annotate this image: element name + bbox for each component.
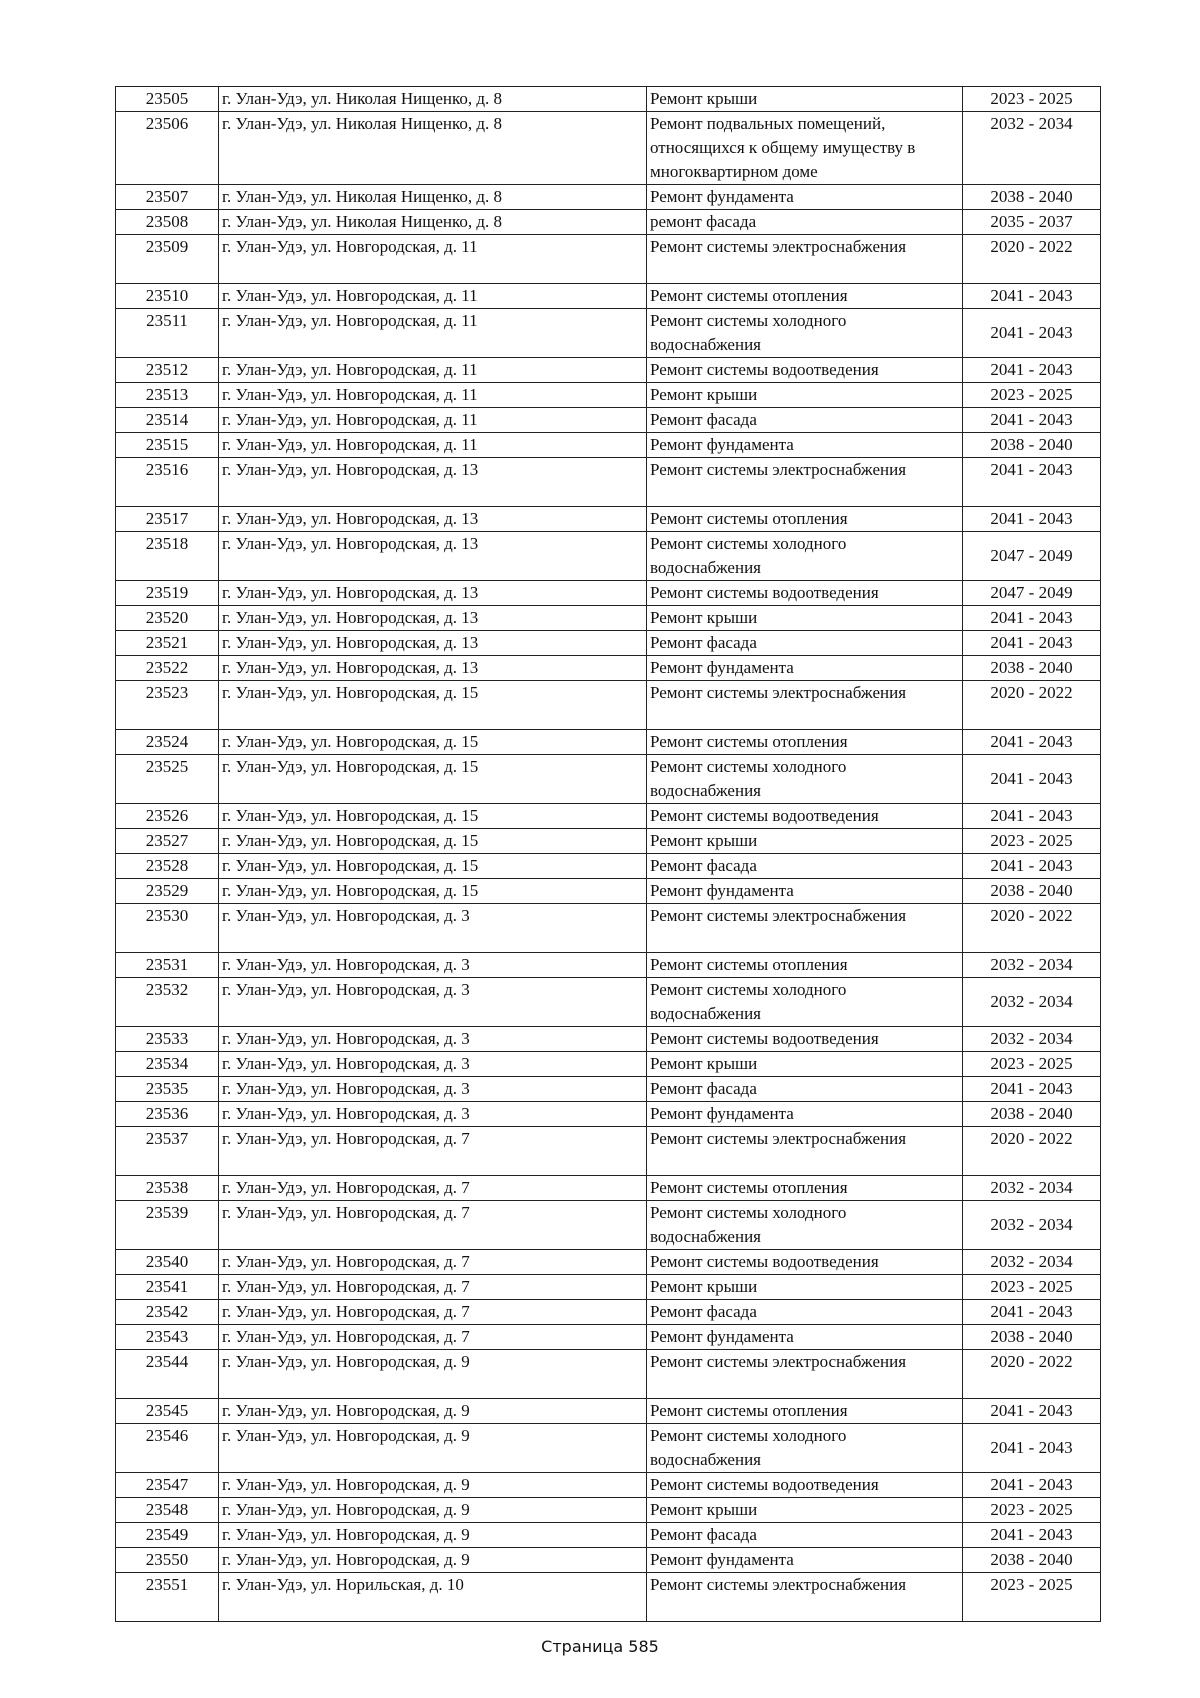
row-number-cell: 23533 (116, 1027, 219, 1052)
work-type-cell: Ремонт фундамента (647, 656, 963, 681)
address-cell: г. Улан-Удэ, ул. Новгородская, д. 13 (219, 507, 647, 532)
table-row (116, 631, 1101, 656)
row-number-cell: 23507 (116, 185, 219, 210)
work-type-cell: Ремонт крыши (647, 87, 963, 112)
table-row (116, 606, 1101, 631)
work-type-cell: Ремонт системы отопления (647, 507, 963, 532)
row-number-cell: 23506 (116, 112, 219, 185)
work-type-cell: Ремонт фасада (647, 1300, 963, 1325)
address-cell: г. Улан-Удэ, ул. Новгородская, д. 7 (219, 1250, 647, 1275)
address-cell: г. Улан-Удэ, ул. Новгородская, д. 11 (219, 433, 647, 458)
table-row (116, 1399, 1101, 1424)
work-type-cell: Ремонт фасада (647, 631, 963, 656)
table-row (116, 383, 1101, 408)
period-cell: 2023 - 2025 (963, 1275, 1101, 1300)
row-number-cell: 23519 (116, 581, 219, 606)
period-cell: 2032 - 2034 (963, 1250, 1101, 1275)
period-cell: 2038 - 2040 (963, 656, 1101, 681)
period-cell: 2047 - 2049 (963, 532, 1101, 581)
period-cell: 2023 - 2025 (963, 829, 1101, 854)
period-cell: 2020 - 2022 (963, 904, 1101, 953)
row-number-cell: 23521 (116, 631, 219, 656)
table-row (116, 1201, 1101, 1250)
period-cell: 2020 - 2022 (963, 1127, 1101, 1176)
address-cell: г. Улан-Удэ, ул. Николая Нищенко, д. 8 (219, 87, 647, 112)
table-row (116, 804, 1101, 829)
table-row (116, 656, 1101, 681)
period-cell: 2041 - 2043 (963, 1300, 1101, 1325)
row-number-cell: 23538 (116, 1176, 219, 1201)
table-row (116, 879, 1101, 904)
row-number-cell: 23534 (116, 1052, 219, 1077)
work-type-cell: Ремонт крыши (647, 1275, 963, 1300)
address-cell: г. Улан-Удэ, ул. Новгородская, д. 13 (219, 458, 647, 507)
row-number-cell: 23516 (116, 458, 219, 507)
row-number-cell: 23551 (116, 1573, 219, 1622)
table-row (116, 1325, 1101, 1350)
period-cell: 2041 - 2043 (963, 854, 1101, 879)
row-number-cell: 23522 (116, 656, 219, 681)
address-cell: г. Улан-Удэ, ул. Новгородская, д. 3 (219, 978, 647, 1027)
work-type-cell: Ремонт системы холодного водоснабжения (647, 309, 963, 358)
row-number-cell: 23528 (116, 854, 219, 879)
period-cell: 2038 - 2040 (963, 879, 1101, 904)
row-number-cell: 23527 (116, 829, 219, 854)
table-row (116, 1523, 1101, 1548)
row-number-cell: 23541 (116, 1275, 219, 1300)
address-cell: г. Улан-Удэ, ул. Новгородская, д. 3 (219, 1052, 647, 1077)
address-cell: г. Улан-Удэ, ул. Новгородская, д. 3 (219, 904, 647, 953)
address-cell: г. Улан-Удэ, ул. Николая Нищенко, д. 8 (219, 112, 647, 185)
period-cell: 2023 - 2025 (963, 87, 1101, 112)
row-number-cell: 23544 (116, 1350, 219, 1399)
period-cell: 2041 - 2043 (963, 606, 1101, 631)
table-row (116, 284, 1101, 309)
row-number-cell: 23513 (116, 383, 219, 408)
address-cell: г. Улан-Удэ, ул. Новгородская, д. 13 (219, 581, 647, 606)
address-cell: г. Улан-Удэ, ул. Новгородская, д. 9 (219, 1498, 647, 1523)
address-cell: г. Улан-Удэ, ул. Новгородская, д. 11 (219, 408, 647, 433)
work-type-cell: Ремонт системы холодного водоснабжения (647, 978, 963, 1027)
work-type-cell: Ремонт системы отопления (647, 284, 963, 309)
work-type-cell: Ремонт системы холодного водоснабжения (647, 755, 963, 804)
row-number-cell: 23518 (116, 532, 219, 581)
table-row (116, 1052, 1101, 1077)
table-row (116, 1424, 1101, 1473)
work-type-cell: Ремонт системы электроснабжения (647, 1350, 963, 1399)
period-cell: 2041 - 2043 (963, 804, 1101, 829)
period-cell: 2023 - 2025 (963, 383, 1101, 408)
table-row (116, 458, 1101, 507)
period-cell: 2035 - 2037 (963, 210, 1101, 235)
period-cell: 2041 - 2043 (963, 309, 1101, 358)
work-type-cell: Ремонт фундамента (647, 1548, 963, 1573)
period-cell: 2020 - 2022 (963, 681, 1101, 730)
work-type-cell: Ремонт системы водоотведения (647, 1027, 963, 1052)
address-cell: г. Улан-Удэ, ул. Норильская, д. 10 (219, 1573, 647, 1622)
address-cell: г. Улан-Удэ, ул. Новгородская, д. 15 (219, 804, 647, 829)
work-type-cell: Ремонт крыши (647, 606, 963, 631)
period-cell: 2023 - 2025 (963, 1052, 1101, 1077)
row-number-cell: 23536 (116, 1102, 219, 1127)
table-body (116, 87, 1101, 1622)
work-type-cell: Ремонт фасада (647, 1077, 963, 1102)
period-cell: 2041 - 2043 (963, 1077, 1101, 1102)
row-number-cell: 23526 (116, 804, 219, 829)
address-cell: г. Улан-Удэ, ул. Новгородская, д. 15 (219, 854, 647, 879)
table-row (116, 1548, 1101, 1573)
row-number-cell: 23532 (116, 978, 219, 1027)
period-cell: 2032 - 2034 (963, 978, 1101, 1027)
address-cell: г. Улан-Удэ, ул. Новгородская, д. 15 (219, 879, 647, 904)
table-row (116, 532, 1101, 581)
work-type-cell: Ремонт системы электроснабжения (647, 1573, 963, 1622)
row-number-cell: 23511 (116, 309, 219, 358)
period-cell: 2032 - 2034 (963, 1027, 1101, 1052)
work-type-cell: Ремонт фундамента (647, 185, 963, 210)
address-cell: г. Улан-Удэ, ул. Новгородская, д. 9 (219, 1473, 647, 1498)
work-type-cell: Ремонт фундамента (647, 1102, 963, 1127)
period-cell: 2041 - 2043 (963, 1523, 1101, 1548)
row-number-cell: 23540 (116, 1250, 219, 1275)
address-cell: г. Улан-Удэ, ул. Новгородская, д. 7 (219, 1201, 647, 1250)
period-cell: 2041 - 2043 (963, 631, 1101, 656)
row-number-cell: 23520 (116, 606, 219, 631)
table-row (116, 185, 1101, 210)
address-cell: г. Улан-Удэ, ул. Новгородская, д. 3 (219, 953, 647, 978)
work-type-cell: Ремонт системы водоотведения (647, 358, 963, 383)
period-cell: 2032 - 2034 (963, 1176, 1101, 1201)
period-cell: 2038 - 2040 (963, 1548, 1101, 1573)
period-cell: 2038 - 2040 (963, 433, 1101, 458)
period-cell: 2041 - 2043 (963, 284, 1101, 309)
address-cell: г. Улан-Удэ, ул. Новгородская, д. 15 (219, 755, 647, 804)
period-cell: 2038 - 2040 (963, 1102, 1101, 1127)
address-cell: г. Улан-Удэ, ул. Новгородская, д. 7 (219, 1275, 647, 1300)
period-cell: 2047 - 2049 (963, 581, 1101, 606)
address-cell: г. Улан-Удэ, ул. Новгородская, д. 15 (219, 829, 647, 854)
period-cell: 2041 - 2043 (963, 755, 1101, 804)
row-number-cell: 23510 (116, 284, 219, 309)
work-type-cell: Ремонт системы водоотведения (647, 1473, 963, 1498)
table-row (116, 978, 1101, 1027)
period-cell: 2032 - 2034 (963, 1201, 1101, 1250)
work-type-cell: Ремонт фасада (647, 854, 963, 879)
row-number-cell: 23505 (116, 87, 219, 112)
table-row (116, 681, 1101, 730)
row-number-cell: 23531 (116, 953, 219, 978)
table-row (116, 1275, 1101, 1300)
work-type-cell: Ремонт системы холодного водоснабжения (647, 1424, 963, 1473)
table-row (116, 433, 1101, 458)
address-cell: г. Улан-Удэ, ул. Новгородская, д. 9 (219, 1548, 647, 1573)
period-cell: 2038 - 2040 (963, 185, 1101, 210)
table-row (116, 581, 1101, 606)
table-row (116, 953, 1101, 978)
address-cell: г. Улан-Удэ, ул. Новгородская, д. 13 (219, 606, 647, 631)
table-row (116, 1473, 1101, 1498)
work-type-cell: Ремонт фасада (647, 408, 963, 433)
table-row (116, 1102, 1101, 1127)
period-cell: 2032 - 2034 (963, 112, 1101, 185)
table-row (116, 1350, 1101, 1399)
table-row (116, 358, 1101, 383)
row-number-cell: 23542 (116, 1300, 219, 1325)
row-number-cell: 23529 (116, 879, 219, 904)
row-number-cell: 23523 (116, 681, 219, 730)
table-row (116, 755, 1101, 804)
address-cell: г. Улан-Удэ, ул. Новгородская, д. 13 (219, 656, 647, 681)
table-row (116, 1027, 1101, 1052)
row-number-cell: 23543 (116, 1325, 219, 1350)
address-cell: г. Улан-Удэ, ул. Новгородская, д. 13 (219, 532, 647, 581)
address-cell: г. Улан-Удэ, ул. Новгородская, д. 7 (219, 1127, 647, 1176)
period-cell: 2041 - 2043 (963, 1473, 1101, 1498)
address-cell: г. Улан-Удэ, ул. Новгородская, д. 7 (219, 1325, 647, 1350)
table-row (116, 112, 1101, 185)
repair-schedule-table (115, 86, 1101, 1622)
address-cell: г. Улан-Удэ, ул. Новгородская, д. 11 (219, 235, 647, 284)
table-row (116, 235, 1101, 284)
address-cell: г. Улан-Удэ, ул. Новгородская, д. 9 (219, 1523, 647, 1548)
table-row (116, 904, 1101, 953)
row-number-cell: 23539 (116, 1201, 219, 1250)
period-cell: 2023 - 2025 (963, 1498, 1101, 1523)
work-type-cell: Ремонт системы холодного водоснабжения (647, 532, 963, 581)
row-number-cell: 23546 (116, 1424, 219, 1473)
period-cell: 2020 - 2022 (963, 1350, 1101, 1399)
period-cell: 2041 - 2043 (963, 507, 1101, 532)
row-number-cell: 23509 (116, 235, 219, 284)
work-type-cell: Ремонт крыши (647, 829, 963, 854)
table-row (116, 1250, 1101, 1275)
period-cell: 2041 - 2043 (963, 1424, 1101, 1473)
page-number: Страница 585 (541, 1637, 659, 1656)
table-row (116, 408, 1101, 433)
address-cell: г. Улан-Удэ, ул. Николая Нищенко, д. 8 (219, 210, 647, 235)
address-cell: г. Улан-Удэ, ул. Новгородская, д. 7 (219, 1300, 647, 1325)
table-row (116, 87, 1101, 112)
work-type-cell: Ремонт системы отопления (647, 1176, 963, 1201)
table-row (116, 309, 1101, 358)
work-type-cell: Ремонт крыши (647, 1052, 963, 1077)
work-type-cell: Ремонт системы электроснабжения (647, 1127, 963, 1176)
row-number-cell: 23550 (116, 1548, 219, 1573)
address-cell: г. Улан-Удэ, ул. Новгородская, д. 3 (219, 1027, 647, 1052)
work-type-cell: Ремонт системы отопления (647, 730, 963, 755)
period-cell: 2020 - 2022 (963, 235, 1101, 284)
work-type-cell: Ремонт системы водоотведения (647, 1250, 963, 1275)
row-number-cell: 23535 (116, 1077, 219, 1102)
address-cell: г. Улан-Удэ, ул. Новгородская, д. 11 (219, 284, 647, 309)
work-type-cell: Ремонт фундамента (647, 433, 963, 458)
row-number-cell: 23515 (116, 433, 219, 458)
address-cell: г. Улан-Удэ, ул. Николая Нищенко, д. 8 (219, 185, 647, 210)
row-number-cell: 23548 (116, 1498, 219, 1523)
table-row (116, 1127, 1101, 1176)
period-cell: 2032 - 2034 (963, 953, 1101, 978)
address-cell: г. Улан-Удэ, ул. Новгородская, д. 11 (219, 358, 647, 383)
row-number-cell: 23524 (116, 730, 219, 755)
work-type-cell: Ремонт системы электроснабжения (647, 904, 963, 953)
work-type-cell: ремонт фасада (647, 210, 963, 235)
row-number-cell: 23514 (116, 408, 219, 433)
address-cell: г. Улан-Удэ, ул. Новгородская, д. 3 (219, 1102, 647, 1127)
address-cell: г. Улан-Удэ, ул. Новгородская, д. 9 (219, 1399, 647, 1424)
work-type-cell: Ремонт системы отопления (647, 953, 963, 978)
table-row (116, 507, 1101, 532)
table-row (116, 1077, 1101, 1102)
table-row (116, 1176, 1101, 1201)
table-row (116, 1300, 1101, 1325)
work-type-cell: Ремонт крыши (647, 1498, 963, 1523)
work-type-cell: Ремонт системы отопления (647, 1399, 963, 1424)
address-cell: г. Улан-Удэ, ул. Новгородская, д. 15 (219, 730, 647, 755)
table-row (116, 1498, 1101, 1523)
work-type-cell: Ремонт системы электроснабжения (647, 235, 963, 284)
work-type-cell: Ремонт фундамента (647, 879, 963, 904)
work-type-cell: Ремонт системы водоотведения (647, 581, 963, 606)
row-number-cell: 23525 (116, 755, 219, 804)
row-number-cell: 23549 (116, 1523, 219, 1548)
address-cell: г. Улан-Удэ, ул. Новгородская, д. 13 (219, 631, 647, 656)
table-row (116, 854, 1101, 879)
period-cell: 2023 - 2025 (963, 1573, 1101, 1622)
address-cell: г. Улан-Удэ, ул. Новгородская, д. 7 (219, 1176, 647, 1201)
work-type-cell: Ремонт фасада (647, 1523, 963, 1548)
period-cell: 2041 - 2043 (963, 358, 1101, 383)
table-row (116, 730, 1101, 755)
period-cell: 2038 - 2040 (963, 1325, 1101, 1350)
period-cell: 2041 - 2043 (963, 1399, 1101, 1424)
address-cell: г. Улан-Удэ, ул. Новгородская, д. 15 (219, 681, 647, 730)
period-cell: 2041 - 2043 (963, 458, 1101, 507)
period-cell: 2041 - 2043 (963, 730, 1101, 755)
work-type-cell: Ремонт системы электроснабжения (647, 681, 963, 730)
table-row (116, 829, 1101, 854)
row-number-cell: 23530 (116, 904, 219, 953)
work-type-cell: Ремонт системы холодного водоснабжения (647, 1201, 963, 1250)
row-number-cell: 23517 (116, 507, 219, 532)
row-number-cell: 23537 (116, 1127, 219, 1176)
row-number-cell: 23508 (116, 210, 219, 235)
address-cell: г. Улан-Удэ, ул. Новгородская, д. 9 (219, 1424, 647, 1473)
address-cell: г. Улан-Удэ, ул. Новгородская, д. 11 (219, 309, 647, 358)
work-type-cell: Ремонт системы электроснабжения (647, 458, 963, 507)
address-cell: г. Улан-Удэ, ул. Новгородская, д. 3 (219, 1077, 647, 1102)
work-type-cell: Ремонт системы водоотведения (647, 804, 963, 829)
address-cell: г. Улан-Удэ, ул. Новгородская, д. 11 (219, 383, 647, 408)
period-cell: 2041 - 2043 (963, 408, 1101, 433)
work-type-cell: Ремонт фундамента (647, 1325, 963, 1350)
row-number-cell: 23512 (116, 358, 219, 383)
row-number-cell: 23545 (116, 1399, 219, 1424)
table-row (116, 210, 1101, 235)
row-number-cell: 23547 (116, 1473, 219, 1498)
work-type-cell: Ремонт подвальных помещений, относящихся к общему имуществу в многоквартирном доме (647, 112, 963, 185)
address-cell: г. Улан-Удэ, ул. Новгородская, д. 9 (219, 1350, 647, 1399)
work-type-cell: Ремонт крыши (647, 383, 963, 408)
table-row (116, 1573, 1101, 1622)
